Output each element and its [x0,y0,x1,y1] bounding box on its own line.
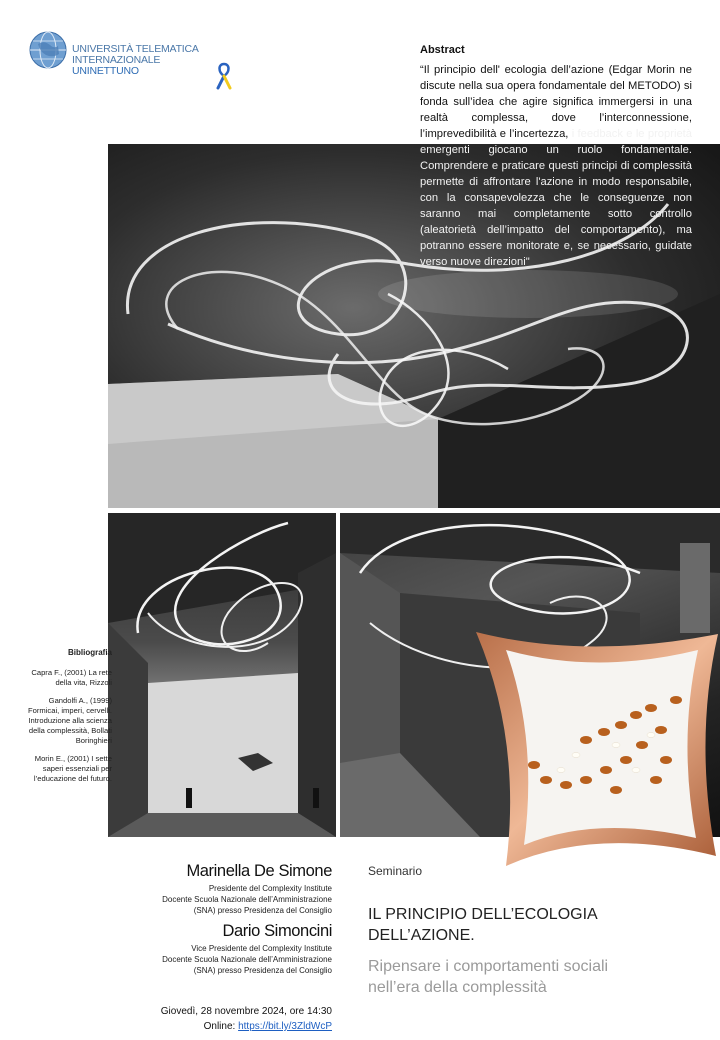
bibliography-item: Capra F., (2001) La rete della vita, Rizzoli [31,668,112,687]
abstract-title: Abstract [420,44,465,56]
event-date: Giovedì, 28 novembre 2024, ore 14:30 [160,1006,332,1017]
neon-sculpture-photo-left [108,513,336,837]
seminar-title-line: IL PRINCIPIO DELL’ECOLOGIA [368,906,598,923]
bibliography-item: Gandolfi A., (1999) Formicai, imperi, cervelli. Introduzione alla scienza della complessità, Bollati Boringhieri [28,696,112,745]
speaker-role-line: Docente Scuola Nazionale dell’Amministrazione [162,955,332,964]
online-link[interactable]: https://bit.ly/3ZldWcP [238,1021,332,1032]
university-logo [28,30,228,77]
seminar-subtitle-line: nell’era della complessità [368,979,547,996]
speaker-role-line: (SNA) presso Presidenza del Consiglio [193,906,332,915]
abstract-text-part-2: i feedback e le proprietà emergenti giocano un ruolo fondamentale. Comprendere e praticare questi principi di complessità permette di affrontare l'azione in modo responsabile, con la consapevolezza che le conseguenze non saranno mai completamente sotto controllo (aleatorietà dell’impatto del comportamento), ma potranno essere monitorate e, se necessario, guidate verso nuove direzioni" [420,128,693,268]
abstract-text [420,62,692,270]
bibliography-title: Bibliografia [67,648,112,657]
speaker-role-2 [72,943,332,976]
ukraine-ribbon-icon [214,62,234,90]
seminar-label: Seminario [368,864,423,878]
ants-illustration-card [466,620,720,870]
logo-line-1: UNIVERSITÀ TELEMATICA [72,43,199,55]
speaker-role-1 [72,883,332,916]
globe-logo-icon [28,30,68,70]
speaker-role-line: Presidente del Complexity Institute [208,884,332,893]
logo-line-2: INTERNAZIONALE [72,54,161,66]
seminar-subtitle [368,956,688,998]
seminar-title [368,904,668,946]
stairwell-photo [108,513,336,837]
speaker-name-1: Marinella De Simone [186,862,332,880]
bibliography [22,648,112,792]
speaker-name-2: Dario Simoncini [222,922,332,940]
vertical-photo-credit [700,190,714,500]
event-online [204,1021,332,1032]
seminar-title-line: DELL’AZIONE. [368,927,475,944]
speaker-role-line: Vice Presidente del Complexity Institute [191,944,332,953]
speaker-role-line: Docente Scuola Nazionale dell’Amministrazione [162,895,332,904]
online-label: Online: [203,1021,239,1032]
seminar-subtitle-line: Ripensare i comportamenti sociali [368,958,609,975]
bibliography-item: Morin E., (2001) I sette saperi essenziali per l’educazione del futuro. [33,754,112,783]
abstract-text-part-1: “Il principio dell' ecologia dell’azione (Edgar Morin ne discute nella sua opera fondamentale del METODO) si fonda sull’idea che agire significa immergersi in una realtà complessa, dove l’interconnessione, l’imprevedibilità e l’incertezza, [420,64,692,140]
speaker-role-line: (SNA) presso Presidenza del Consiglio [193,966,332,975]
logo-line-2-accent: UNINETTUNO [72,65,139,77]
